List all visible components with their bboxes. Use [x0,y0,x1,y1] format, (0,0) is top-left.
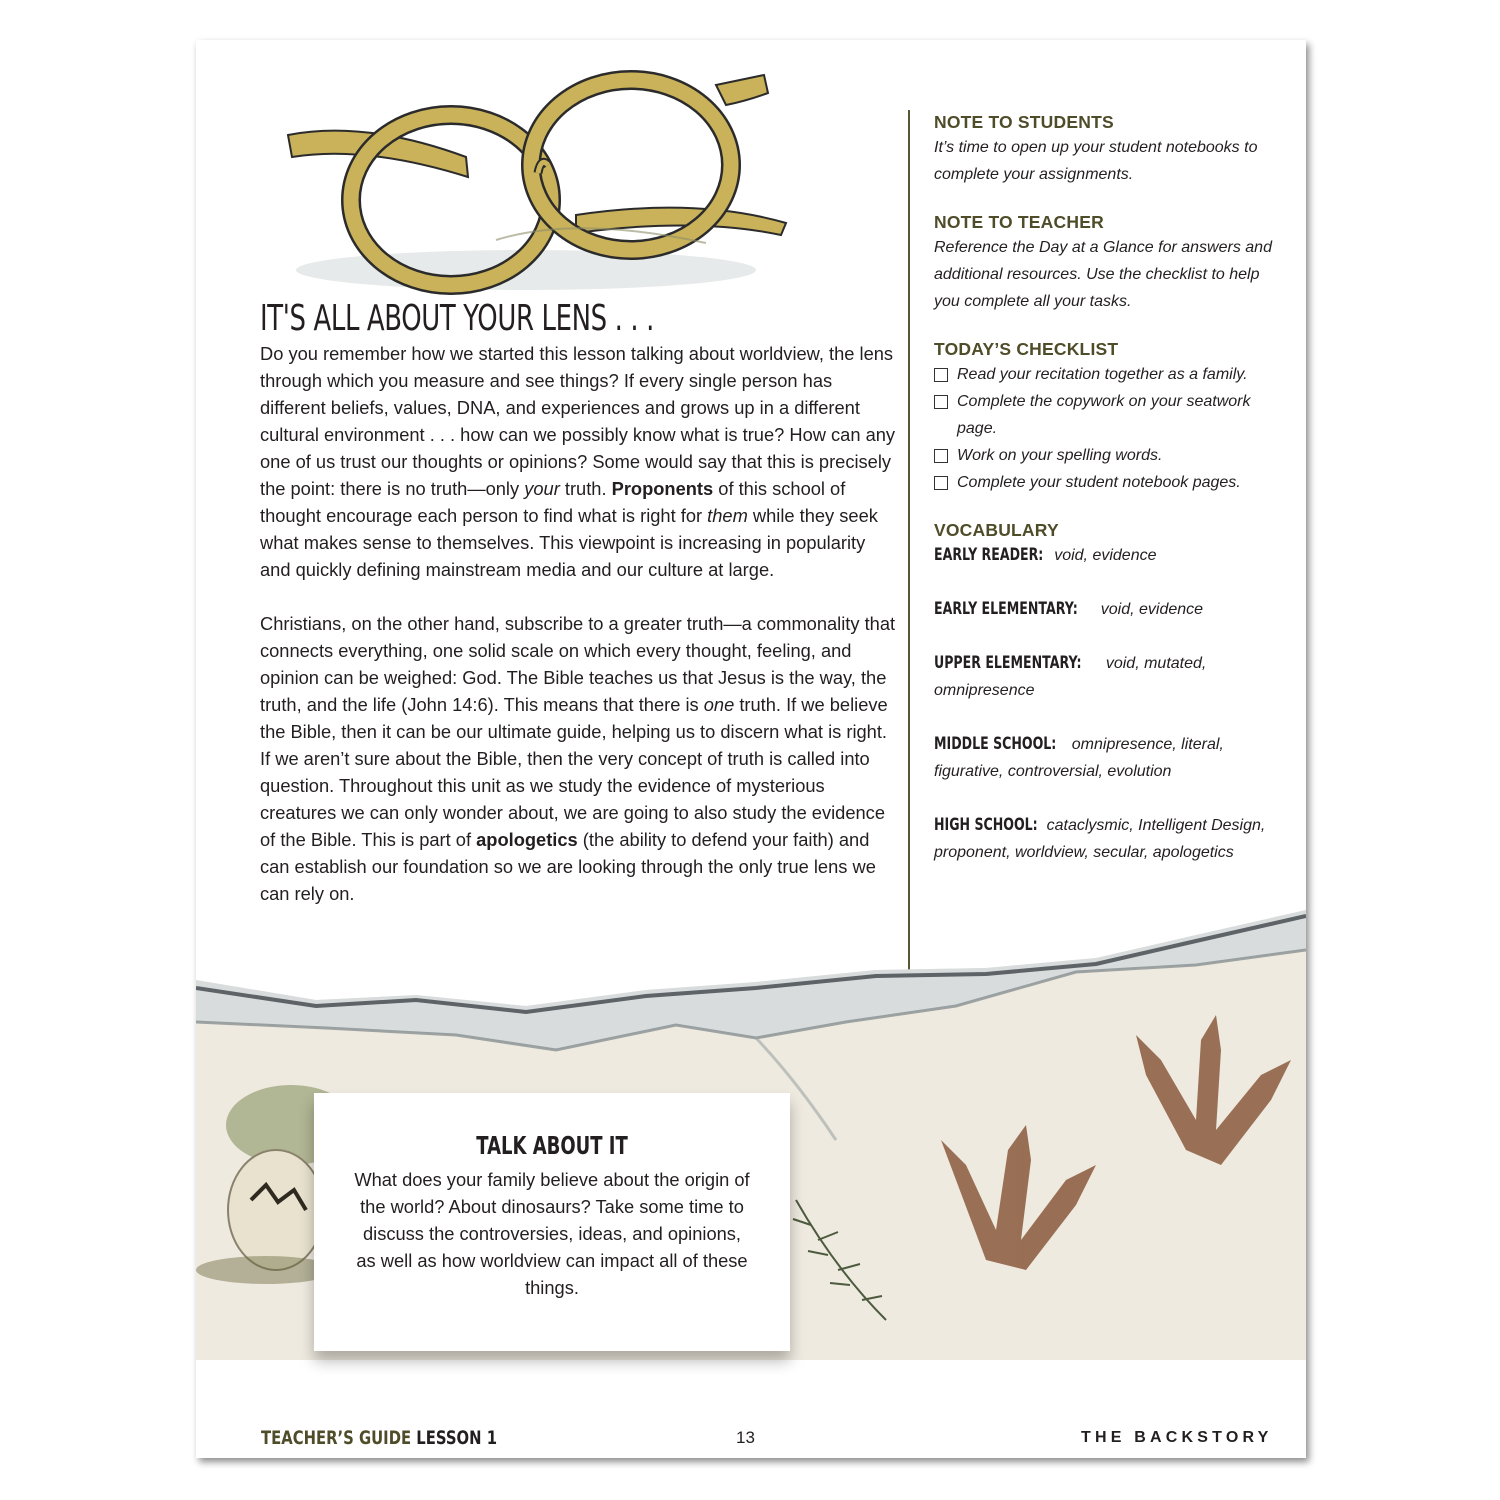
checklist-item-label: Complete your student notebook pages. [957,474,1241,491]
footer-series: THE BACKSTORY [1081,1429,1273,1446]
vocab-words: omnipresence, literal, figurative, controversial, evolution [934,736,1224,780]
vocab-level-label: EARLY READER: [934,545,1044,565]
todays-checklist [934,337,1279,496]
body-paragraph-2 [260,610,896,907]
vocab-level-label: HIGH SCHOOL: [934,815,1038,835]
text-run: Christians, on the other hand, subscribe to a greater truth—a commonality that connects everything, one solid scale on which every thought, feeling, and opinion can be weighed: God. The Bible teaches us that Jesus is the way, the truth, and the life (John 14:6). This means that there is [260,613,896,715]
footer-lesson-label: LESSON 1 [416,1427,498,1449]
vocab-words: cataclysmic, Intelligent Design, proponent, worldview, secular, apologetics [934,817,1266,861]
note-teacher-text: Reference the Day at a Glance for answers and additional resources. Use the checklist to help you complete all your tasks. [934,239,1272,310]
vocab-level-label: EARLY ELEMENTARY: [934,599,1078,619]
checklist-item[interactable] [934,361,1279,388]
bold-term: apologetics [476,829,578,850]
text-run: while they seek what makes sense to themselves. This viewpoint is increasing in popularity and quickly defining mainstream media and our culture at large. [260,505,878,580]
vocab-upper-elementary [934,650,1279,704]
emphasis-text: your [524,478,560,499]
checklist-item[interactable] [934,442,1279,469]
vocab-high-school [934,812,1279,866]
vocab-words: void, evidence [1054,547,1157,564]
emphasis-text: them [707,505,748,526]
emphasis-text: one [703,694,735,715]
checklist-item-label: Work on your spelling words. [957,447,1163,464]
checkbox[interactable] [934,476,948,490]
checkbox[interactable] [934,368,948,382]
vocab-early-reader [934,542,1279,569]
text-run: truth. If we believe the Bible, then it can be our ultimate guide, helping us to discern what is right. If we aren’t sure about the Bible, then the very concept of truth is called into question. Throughout this unit as we study the evidence of mysterious creatures we can only wonder about, we are going to also study the evidence of the Bible. This is part of [260,694,888,850]
column-divider [908,110,910,998]
text-run: of this school of thought encourage each person to find what is right for [260,478,846,526]
talk-text: What does your family believe about the origin of the world? About dinosaurs? Take some time to discuss the controversies, ideas, and opinions, as well as how worldview can impact all of these things. [354,1169,750,1298]
text-run: Do you remember how we started this lesson talking about worldview, the lens through which you measure and see things? If every single person has different beliefs, values, DNA, and experiences and grows up in a different cultural environment . . . how can we possibly know what is true? How can any one of us trust our thoughts or opinions? Some would say that this is precisely the point: there is no truth—only [260,343,896,499]
talk-about-it-box [314,1093,790,1351]
note-to-teacher [934,210,1279,315]
checklist-item-label: Complete the copywork on your seatwork page. [957,393,1251,437]
lesson-page [196,40,1306,1458]
checklist-item-label: Read your recitation together as a family. [957,366,1248,383]
note-teacher-title: NOTE TO TEACHER [934,212,1104,232]
page-heading: IT'S ALL ABOUT YOUR LENS . . . [260,298,654,339]
checkbox[interactable] [934,395,948,409]
checklist-title: TODAY’S CHECKLIST [934,339,1119,359]
footer-guide [261,1427,497,1449]
vocabulary-title: VOCABULARY [934,520,1059,540]
note-to-students [934,110,1279,188]
note-students-text: It’s time to open up your student notebooks to complete your assignments. [934,139,1258,183]
eyeglasses-illustration [276,65,796,305]
checkbox[interactable] [934,449,948,463]
page-number: 13 [736,1428,755,1447]
vocab-words: void, evidence [1100,601,1204,618]
bold-term: Proponents [611,478,714,499]
text-run: (the ability to defend your faith) and can establish our foundation so we are looking through the only true lens we can rely on. [260,829,876,904]
note-students-title: NOTE TO STUDENTS [934,112,1114,132]
body-paragraph-1 [260,340,896,583]
sidebar [934,110,1279,893]
footer-guide-label: TEACHER’S GUIDE [261,1427,412,1449]
vocab-level-label: UPPER ELEMENTARY: [934,653,1082,673]
checklist-item[interactable] [934,388,1279,442]
vocab-level-label: MIDDLE SCHOOL: [934,734,1057,754]
text-run: truth. [559,478,612,499]
vocab-middle-school [934,731,1279,785]
vocab-early-elementary [934,596,1279,623]
vocab-words: void, mutated, omnipresence [934,655,1207,699]
talk-title: TALK ABOUT IT [476,1131,628,1160]
vocabulary [934,518,1279,866]
checklist [934,361,1279,496]
main-body [260,340,896,934]
checklist-item[interactable] [934,469,1279,496]
